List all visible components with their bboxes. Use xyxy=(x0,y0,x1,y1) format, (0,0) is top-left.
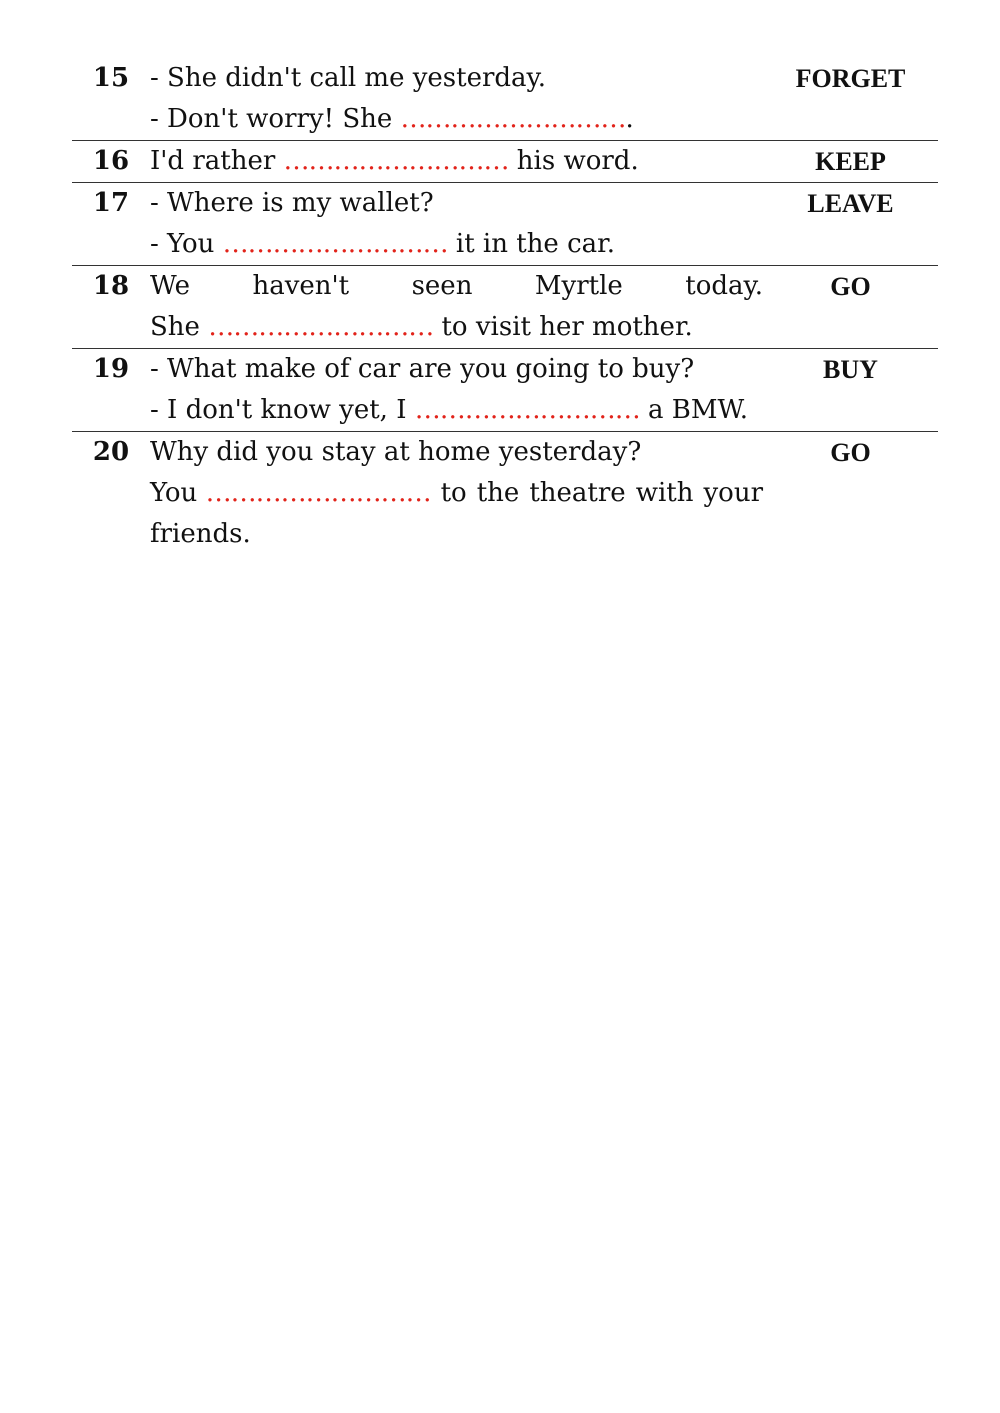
sentence-line xyxy=(150,473,763,514)
sentence-line xyxy=(150,266,763,307)
keyword: KEEP xyxy=(815,147,886,176)
word xyxy=(150,473,431,514)
item-number: 19 xyxy=(92,354,130,384)
word: We xyxy=(150,271,190,301)
exercise-row-17 xyxy=(72,183,938,266)
answer-blank[interactable]: ……………………… xyxy=(208,312,434,342)
sentence-line xyxy=(150,390,763,431)
item-text xyxy=(150,349,763,431)
item-number: 18 xyxy=(92,271,130,301)
exercise-row-19 xyxy=(72,349,938,432)
sentence-line: friends. xyxy=(150,519,251,549)
word: theatre xyxy=(529,478,626,508)
text-after-blank: his word. xyxy=(508,146,639,176)
keyword: GO xyxy=(830,272,871,301)
sentence-line: Why did you stay at home yesterday? xyxy=(150,437,642,467)
item-text xyxy=(150,58,763,140)
text-before-blank: - You xyxy=(150,229,223,259)
item-text xyxy=(150,141,763,182)
exercise-row-16 xyxy=(72,141,938,183)
text-before-blank: I'd rather xyxy=(150,146,284,176)
keyword: LEAVE xyxy=(807,189,894,218)
word: with xyxy=(635,478,694,508)
text-after-blank: to visit her mother. xyxy=(433,312,693,342)
sentence-line: - She didn't call me yesterday. xyxy=(150,63,547,93)
sentence-line xyxy=(150,224,763,265)
word: to xyxy=(440,478,467,508)
answer-blank[interactable]: ……………………… xyxy=(205,478,431,508)
exercise-row-18 xyxy=(72,266,938,349)
item-number: 15 xyxy=(92,63,130,93)
answer-blank[interactable]: ……………………… xyxy=(414,395,640,425)
text-after-blank: a BMW. xyxy=(639,395,748,425)
answer-blank[interactable]: ……………………… xyxy=(283,146,509,176)
word: today. xyxy=(685,271,763,301)
word: haven't xyxy=(252,271,350,301)
exercise-table xyxy=(72,58,938,555)
text-after-blank: it in the car. xyxy=(447,229,615,259)
word: seen xyxy=(411,271,473,301)
sentence-line: - Where is my wallet? xyxy=(150,188,434,218)
item-text xyxy=(150,266,763,348)
text-before-blank: - Don't worry! She xyxy=(150,104,401,134)
answer-blank[interactable]: ……………………… xyxy=(400,104,626,134)
exercise-row-20 xyxy=(72,432,938,555)
answer-blank[interactable]: ……………………… xyxy=(222,229,448,259)
word: your xyxy=(703,478,763,508)
item-number: 16 xyxy=(92,146,130,176)
keyword: BUY xyxy=(823,355,878,384)
sentence-line xyxy=(150,99,763,140)
sentence-line xyxy=(150,307,763,348)
word: Myrtle xyxy=(534,271,623,301)
text-before-blank: She xyxy=(150,312,209,342)
item-number: 17 xyxy=(92,188,130,218)
exercise-row-15 xyxy=(72,58,938,141)
text-after-blank: . xyxy=(625,104,634,134)
item-text xyxy=(150,432,763,555)
item-number: 20 xyxy=(92,437,130,467)
sentence-line: - What make of car are you going to buy? xyxy=(150,354,695,384)
word-text: You xyxy=(150,478,198,508)
item-text xyxy=(150,183,763,265)
text-before-blank: - I don't know yet, I xyxy=(150,395,415,425)
keyword: GO xyxy=(830,438,871,467)
keyword: FORGET xyxy=(795,64,906,93)
sentence-line xyxy=(150,141,763,182)
word: the xyxy=(476,478,520,508)
